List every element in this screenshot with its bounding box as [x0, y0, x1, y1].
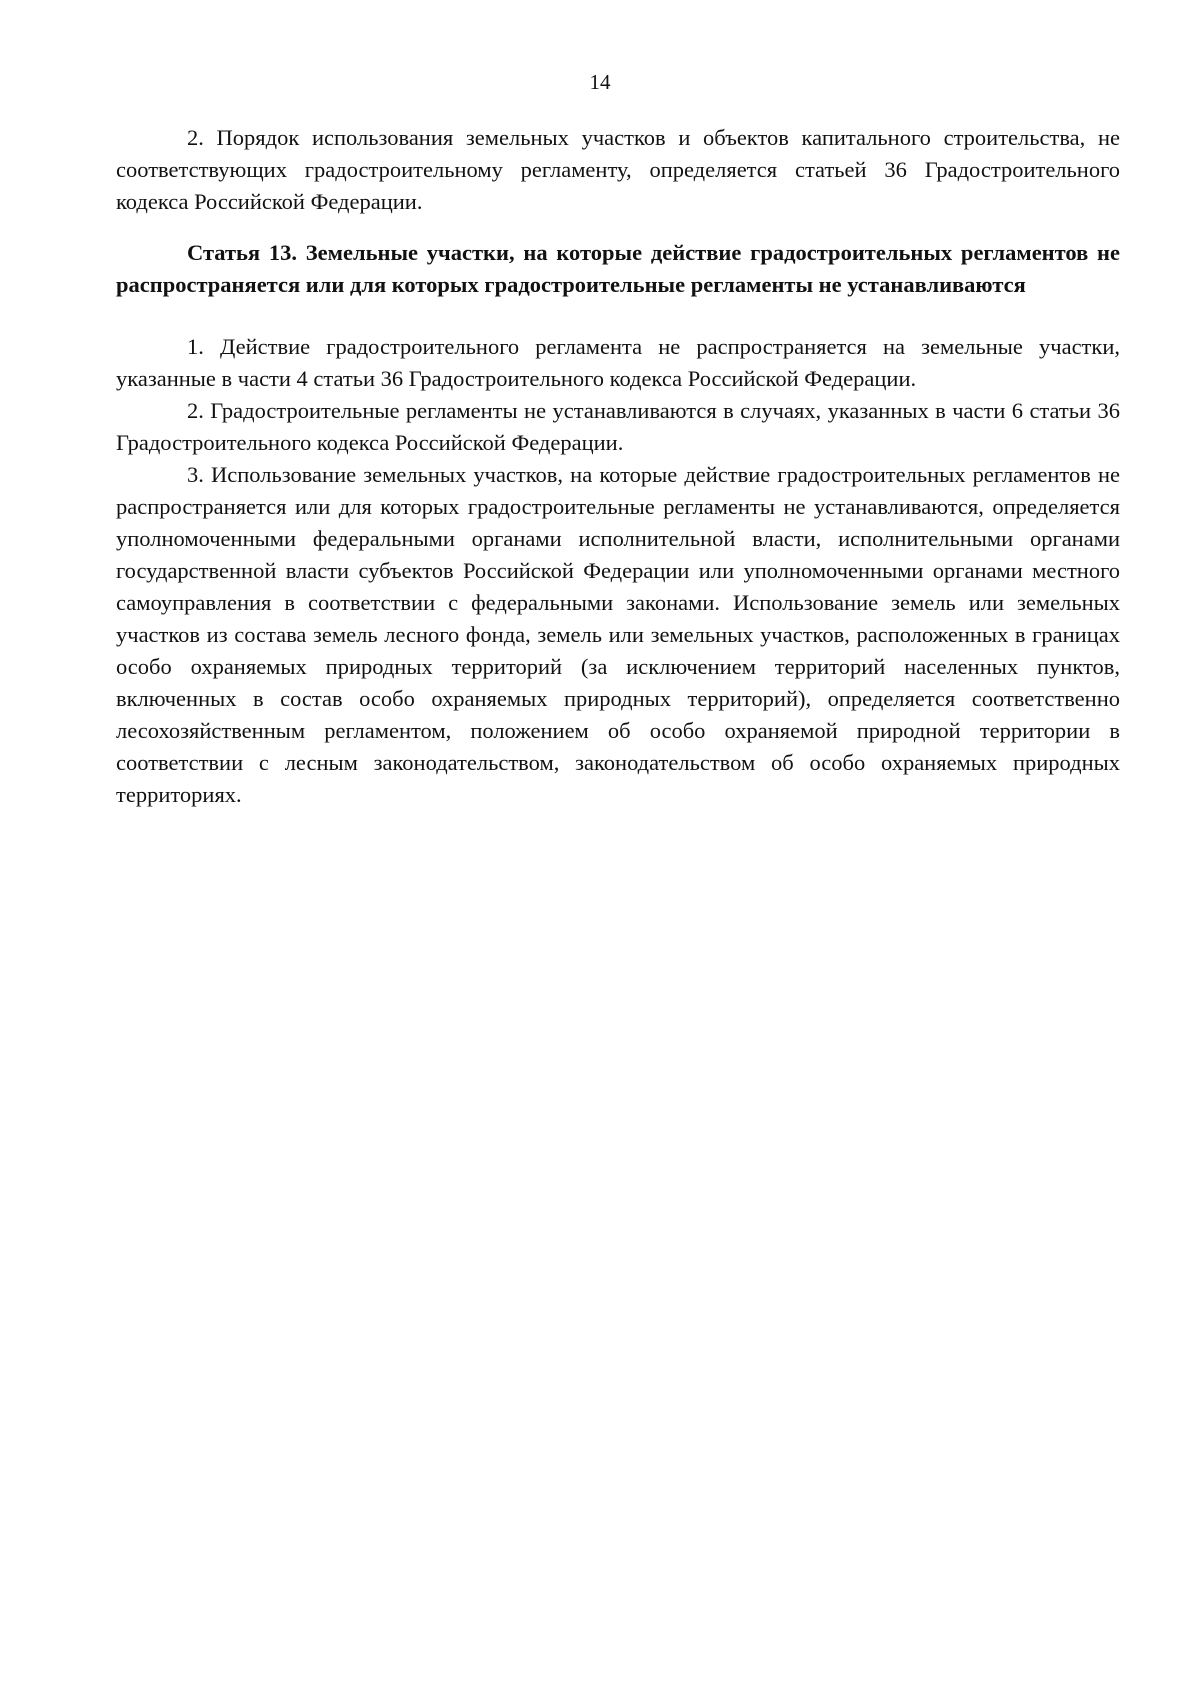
article-paragraph-3: 3. Использование земельных участков, на которые действие градостроительных регламентов не распространяется или для которых градостроительные регламенты не устанавливаются, определяется уполномоченными федеральными органами исполнительной власти, исполнительными органами государственной власти субъектов Российской Федерации или уполномоченными органами местного самоуправления в соответствии с федеральными законами. Использование земель или земельных участков из состава земель лесного фонда, земель или земельных участков, расположенных в границах особо охраняемых природных территорий (за исключением территорий населенных пунктов, включенных в состав особо охраняемых природных территорий), определяется соответственно лесохозяйственным регламентом, положением об особо охраняемой природной территории в соответствии с лесным законодательством, законодательством об особо охраняемых природных территориях. [116, 462, 1120, 807]
paragraph: 2. Порядок использования земельных участков и объектов капитального строительства, не соответствующих градостроительному регламенту, определяется статьей 36 Градостроительного кодекса Российской Федерации. [116, 125, 1120, 214]
article-paragraph-2: 2. Градостроительные регламенты не устанавливаются в случаях, указанных в части 6 статьи 36 Градостроительного кодекса Российской Федерации. [116, 398, 1120, 455]
article-heading: Статья 13. Земельные участки, на которые действие градостроительных регламентов не распространяется или для которых градостроительные регламенты не устанавливаются [116, 240, 1120, 297]
article-paragraph-1: 1. Действие градостроительного регламента не распространяется на земельные участки, указанные в части 4 статьи 36 Градостроительного кодекса Российской Федерации. [116, 334, 1120, 391]
page-number: 14 [589, 70, 611, 94]
document-body [116, 122, 1120, 811]
